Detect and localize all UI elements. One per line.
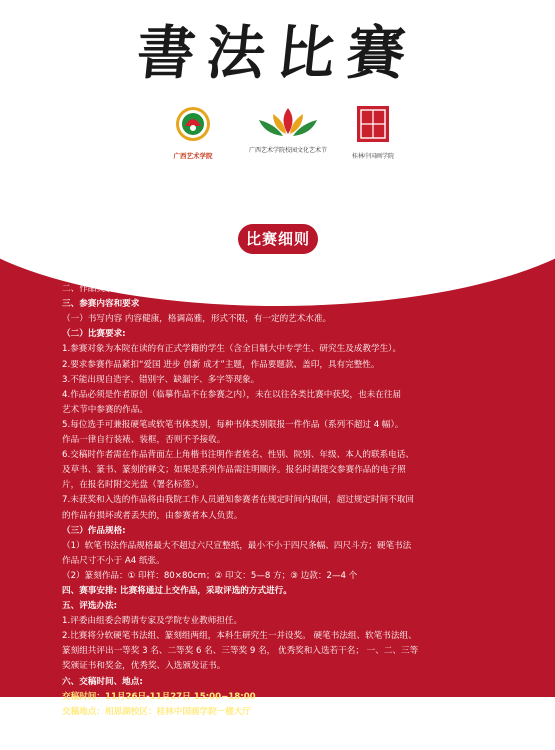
rule-line: 的作品有损坏或者丢失的，由参赛者本人负责。 xyxy=(62,510,243,521)
rule-line: 作品尺寸不小于 A4 纸张。 xyxy=(62,555,165,566)
rule-line: 六、交稿时间、地点: xyxy=(62,676,143,687)
rule-line: 2.比赛将分软硬笔书法组、篆刻组两组，本科生研究生一并设奖。 硬笔书法组、软笔书法组、 xyxy=(62,631,417,642)
logo-guilin-painting-academy xyxy=(338,104,408,160)
rule-line: 一、作品主题:爱国 进步 创新 成才 xyxy=(62,269,194,279)
rule-line: 篆刻组共评出一等奖 3 名、二等奖 6 名、三等奖 9 名， 优秀奖和入选若干名； 一、二、三等 xyxy=(62,646,419,657)
rule-line: 4.作品必须是作者原创（临摹作品不在参赛之内），未在以往各类比赛中获奖，也未在往届 xyxy=(62,389,402,400)
rule-line: 奖颁证书和奖金，优秀奖、入选颁发证书。 xyxy=(62,661,226,672)
rule-line: 二、作品类别: 硬笔书法、软笔书法、篆刻 xyxy=(62,284,223,295)
rule-line: 2.要求参赛作品紧扣“爱国 进步 创新 成才”主题，作品要题款、盖印，具有完整性。 xyxy=(62,359,380,370)
rule-line: 五、评选办法: xyxy=(62,601,117,612)
rule-line: 交稿时间：11月26日-11月27日 15:00−18:00 xyxy=(62,691,256,702)
rule-line: 西校区：杨超 15676172382 14795760387 xyxy=(62,736,240,747)
rule-line: 7.未获奖和入选的作品将由我院工作人员通知参赛者在规定时间内取回，超过规定时间不取回 xyxy=(62,495,414,506)
logo-guangxi-arts-university xyxy=(158,104,228,160)
guangxi-arts-emblem-icon xyxy=(173,104,213,144)
rule-line: 交稿地点：相思湖校区：桂林中国画学院一楼大厅 xyxy=(62,706,252,717)
rule-line: （2）篆刻作品：① 印样：80×80cm；② 印文：5—8 方；③ 边款：2—4 个 xyxy=(62,570,358,581)
rule-line: （二）比赛要求: xyxy=(62,329,126,340)
rule-line: 6.交稿时作者需在作品背面左上角楷书注明作者姓名、性别、院别、年级、本人的联系电话、 xyxy=(62,450,414,461)
section-title-badge: 比赛细则 xyxy=(238,224,318,254)
rule-line: （三）作品规格: xyxy=(62,525,126,536)
rule-line: （1）软笔书法作品规格最大不超过六尺宣整纸，最小不小于四尺条幅、四尺斗方；硬笔书法 xyxy=(62,540,412,551)
rule-line: 南湖校区：统一交至团委处，由校学生会值班人员代收 xyxy=(62,721,269,732)
logo-caption: 广西艺术学院 xyxy=(173,152,213,160)
rule-line: 3.不能出现自造字、错别字、缺漏字、多字等现象。 xyxy=(62,374,260,385)
red-seal-icon xyxy=(353,104,393,144)
logo-art-festival xyxy=(232,104,344,154)
rule-line: 三、参赛内容和要求 xyxy=(62,299,140,310)
rule-line: 作品一律自行装裱、装框，否则不予接收。 xyxy=(62,435,226,446)
rule-line: 及草书、篆书、篆刻的释文；如果是系列作品需注明顺序。报名时请提交参赛作品的电子照 xyxy=(62,465,406,476)
rule-line: 5.每位选手可兼报硬笔或软笔书体类别，每种书体类别限报一件作品（系列不超过 4 幅）。 xyxy=(62,419,404,430)
rule-line: 1.评委由组委会聘请专家及学院专业教师担任。 xyxy=(62,616,243,627)
rule-line: 1.参赛对象为本院在读的有正式学籍的学生（含全日制大中专学生、研究生及成教学生）。 xyxy=(62,344,402,355)
art-festival-lotus-icon xyxy=(253,104,323,138)
logo-caption: 桂林中国画学院 xyxy=(351,153,394,160)
logo-caption: 广西艺术学院校园文化艺术节 xyxy=(248,147,327,154)
page-title: 書法比賽 xyxy=(133,19,421,87)
rule-line: 艺术节中参赛的作品。 xyxy=(62,404,148,415)
rule-line: （一）书写内容 内容健康，格调高雅，形式不限，有一定的艺术水准。 xyxy=(62,314,332,325)
rule-line: 片，在报名时附交光盘（署名标签）。 xyxy=(62,480,204,491)
rule-line: 四、赛事安排: 比赛将通过上交作品，采取评选的方式进行。 xyxy=(62,585,292,596)
rules-text xyxy=(62,267,508,750)
